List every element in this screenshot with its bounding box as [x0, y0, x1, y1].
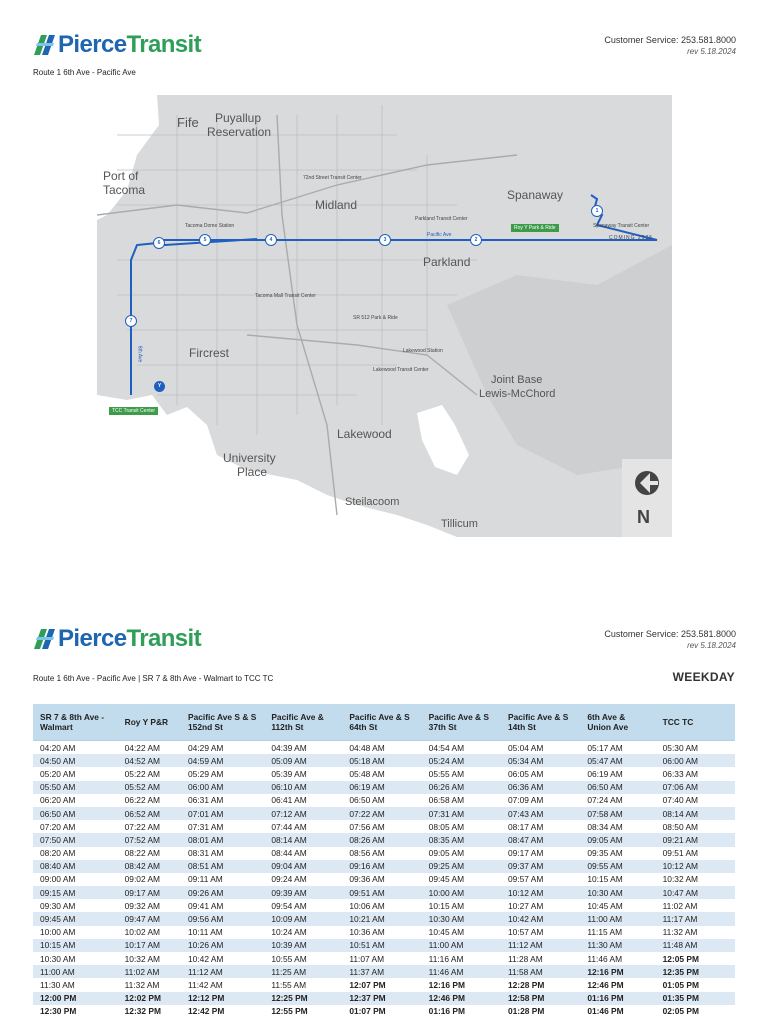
schedule-time-cell: 10:09 AM — [264, 912, 342, 925]
route-map — [97, 95, 672, 537]
schedule-time-cell: 10:12 AM — [501, 886, 580, 899]
schedule-time-cell: 11:16 AM — [428, 953, 464, 964]
schedule-time-cell: 08:26 AM — [342, 833, 421, 846]
schedule-time-cell: 02:05 PM — [662, 1006, 699, 1017]
schedule-time-cell: 06:20 AM — [40, 795, 76, 806]
map-label-fircrest: Fircrest — [189, 346, 229, 360]
table-row — [33, 899, 735, 912]
schedule-time-cell: 11:00 AM — [422, 939, 501, 952]
schedule-time-cell: 11:15 AM — [587, 927, 623, 938]
table-row — [33, 767, 735, 780]
schedule-time-cell: 11:07 AM — [349, 953, 385, 964]
schedule-time-cell: 09:32 AM — [124, 900, 161, 911]
schedule-time-cell: 11:46 AM — [587, 953, 623, 964]
schedule-time-cell: 06:33 AM — [662, 768, 699, 779]
schedule-time-cell: 09:17 AM — [507, 848, 544, 859]
schedule-time-cell: 08:51 AM — [181, 860, 264, 873]
puget-sound-water — [97, 395, 457, 537]
schedule-time-cell: 10:27 AM — [507, 900, 544, 911]
schedule-route-title: Route 1 6th Ave - Pacific Ave | SR 7 & 8th Ave - Walmart to TCC TC — [33, 674, 274, 683]
schedule-column-header: Roy Y P&R — [118, 704, 181, 741]
schedule-time-cell: 04:50 AM — [33, 754, 118, 767]
map-label-university: University — [223, 451, 276, 465]
map-center-roy-y: Roy Y Park & Ride — [511, 224, 559, 232]
schedule-time-cell: 06:10 AM — [264, 781, 342, 794]
schedule-time-cell: 07:31 AM — [188, 821, 224, 832]
table-row — [33, 952, 735, 965]
schedule-time-cell: 06:22 AM — [124, 795, 161, 806]
schedule-time-cell: 05:30 AM — [662, 742, 699, 753]
schedule-time-cell: 07:56 AM — [349, 821, 385, 832]
map-street-6th-ave: 6th Ave — [136, 345, 143, 363]
schedule-time-cell: 07:58 AM — [580, 807, 655, 820]
schedule-time-cell: 07:01 AM — [181, 807, 264, 820]
schedule-time-cell: 12:46 PM — [587, 979, 624, 990]
timepoint-y: Y — [154, 381, 165, 392]
schedule-time-cell: 06:52 AM — [118, 807, 181, 820]
table-row — [33, 781, 735, 794]
schedule-time-cell: 01:16 PM — [580, 992, 655, 1005]
schedule-column-header: 6th Ave & Union Ave — [580, 704, 655, 741]
schedule-time-cell: 11:37 AM — [342, 965, 421, 978]
schedule-time-cell: 08:42 AM — [118, 860, 181, 873]
north-compass — [622, 459, 672, 537]
schedule-time-cell: 09:24 AM — [271, 874, 307, 885]
map-label-lakewood: Lakewood — [337, 427, 392, 441]
road-grid — [117, 105, 477, 435]
schedule-time-cell: 12:16 PM — [428, 979, 465, 990]
customer-service-phone: Customer Service: 253.581.8000 — [604, 629, 736, 639]
schedule-time-cell: 08:56 AM — [349, 848, 385, 859]
timepoint-2: 2 — [470, 234, 482, 246]
day-type-label: WEEKDAY — [672, 670, 735, 684]
pierce-transit-logo — [32, 33, 201, 57]
timepoint-5: 5 — [199, 234, 211, 246]
schedule-time-cell: 10:21 AM — [342, 912, 421, 925]
map-center-tacoma-dome: Tacoma Dome Station — [185, 223, 235, 229]
schedule-header-row — [33, 704, 735, 741]
schedule-time-cell: 08:05 AM — [428, 821, 465, 832]
schedule-column-header: Pacific Ave & 112th St — [264, 704, 342, 741]
schedule-column-header: TCC TC — [656, 704, 735, 741]
schedule-time-cell: 09:17 AM — [118, 886, 181, 899]
schedule-time-cell: 04:22 AM — [124, 742, 161, 753]
pierce-transit-logo-icon — [32, 627, 56, 651]
schedule-time-cell: 08:34 AM — [587, 821, 623, 832]
schedule-time-cell: 08:47 AM — [501, 833, 580, 846]
schedule-time-cell: 05:04 AM — [507, 742, 544, 753]
schedule-time-cell: 09:15 AM — [33, 886, 118, 899]
table-row — [33, 860, 735, 873]
american-lake-water — [417, 405, 469, 475]
schedule-time-cell: 09:05 AM — [580, 833, 655, 846]
schedule-time-cell: 11:28 AM — [507, 953, 543, 964]
map-label-fife: Fife — [177, 115, 199, 130]
schedule-time-cell: 10:24 AM — [271, 927, 307, 938]
schedule-time-cell: 05:55 AM — [428, 768, 465, 779]
schedule-time-cell: 06:19 AM — [342, 781, 421, 794]
map-label-parkland: Parkland — [423, 255, 471, 269]
schedule-time-cell: 01:07 PM — [349, 1006, 386, 1017]
schedule-time-cell: 05:18 AM — [342, 754, 421, 767]
route-title: Route 1 6th Ave - Pacific Ave — [33, 68, 136, 77]
revision-date: rev 5.18.2024 — [687, 641, 736, 650]
table-row — [33, 965, 735, 978]
schedule-time-cell: 04:29 AM — [188, 742, 224, 753]
schedule-time-cell: 04:39 AM — [271, 742, 307, 753]
schedule-time-cell: 11:58 AM — [501, 965, 580, 978]
schedule-time-cell: 10:45 AM — [587, 900, 623, 911]
schedule-time-cell: 07:20 AM — [40, 821, 76, 832]
schedule-time-cell: 09:00 AM — [40, 874, 76, 885]
schedule-time-cell: 11:46 AM — [422, 965, 501, 978]
schedule-time-cell: 09:35 AM — [587, 848, 623, 859]
schedule-time-cell: 09:57 AM — [507, 874, 544, 885]
schedule-time-cell: 12:55 PM — [271, 1006, 308, 1017]
schedule-time-cell: 05:20 AM — [40, 768, 76, 779]
schedule-time-cell: 06:36 AM — [501, 781, 580, 794]
schedule-time-cell: 09:39 AM — [264, 886, 342, 899]
schedule-time-cell: 06:50 AM — [580, 781, 655, 794]
map-center-spanaway: Spanaway Transit Center — [593, 223, 650, 229]
timepoint-4: 4 — [265, 234, 277, 246]
schedule-time-cell: 11:30 AM — [580, 939, 655, 952]
schedule-time-cell: 08:44 AM — [271, 848, 307, 859]
schedule-time-cell: 10:12 AM — [656, 860, 735, 873]
schedule-time-cell: 10:47 AM — [656, 886, 735, 899]
schedule-time-cell: 04:52 AM — [118, 754, 181, 767]
schedule-time-cell: 08:31 AM — [188, 848, 224, 859]
table-row — [33, 820, 735, 833]
north-letter: N — [637, 507, 650, 527]
table-row — [33, 926, 735, 939]
map-center-lakewood-tc: Lakewood Transit Center — [373, 367, 429, 373]
schedule-time-cell: 10:11 AM — [188, 927, 223, 938]
schedule-time-cell: 07:09 AM — [507, 795, 544, 806]
map-label-midland: Midland — [315, 198, 358, 212]
revision-date: rev 5.18.2024 — [687, 47, 736, 56]
map-center-sr512: SR 512 Park & Ride — [353, 315, 398, 321]
schedule-time-cell: 10:15 AM — [587, 874, 623, 885]
schedule-time-cell: 10:06 AM — [349, 900, 385, 911]
schedule-time-cell: 11:12 AM — [501, 939, 580, 952]
schedule-time-cell: 12:35 PM — [656, 965, 735, 978]
timepoint-6: 6 — [153, 237, 165, 249]
schedule-table — [33, 704, 735, 1018]
map-center-parkland: Parkland Transit Center — [415, 216, 468, 222]
schedule-time-cell: 11:48 AM — [656, 939, 735, 952]
schedule-time-cell: 05:52 AM — [118, 781, 181, 794]
commencement-bay-water — [97, 95, 159, 220]
schedule-time-cell: 10:15 AM — [428, 900, 465, 911]
schedule-time-cell: 09:30 AM — [40, 900, 76, 911]
schedule-time-cell: 06:58 AM — [428, 795, 465, 806]
schedule-time-cell: 07:43 AM — [501, 807, 580, 820]
schedule-time-cell: 10:30 AM — [40, 953, 76, 964]
schedule-time-cell: 06:19 AM — [587, 768, 623, 779]
schedule-time-cell: 12:16 PM — [580, 965, 655, 978]
schedule-time-cell: 08:22 AM — [124, 848, 161, 859]
schedule-time-cell: 12:30 PM — [40, 1006, 77, 1017]
schedule-time-cell: 04:59 AM — [181, 754, 264, 767]
schedule-time-cell: 10:55 AM — [271, 953, 307, 964]
schedule-time-cell: 05:09 AM — [264, 754, 342, 767]
map-label-puyallup: Puyallup — [215, 111, 262, 125]
schedule-time-cell: 06:05 AM — [507, 768, 544, 779]
timepoint-1: 1 — [591, 205, 603, 217]
schedule-time-cell: 12:02 PM — [118, 992, 181, 1005]
table-row — [33, 886, 735, 899]
north-arrow-icon — [622, 459, 672, 509]
schedule-time-cell: 08:17 AM — [507, 821, 544, 832]
schedule-time-cell: 12:37 PM — [342, 992, 421, 1005]
schedule-time-cell: 09:21 AM — [656, 833, 735, 846]
schedule-time-cell: 05:50 AM — [33, 781, 118, 794]
schedule-time-cell: 01:05 PM — [662, 979, 699, 990]
map-label-tacoma: Tacoma — [103, 183, 146, 197]
schedule-time-cell: 05:47 AM — [580, 754, 655, 767]
schedule-time-cell: 05:29 AM — [188, 768, 224, 779]
schedule-time-cell: 10:26 AM — [181, 939, 264, 952]
table-row — [33, 939, 735, 952]
map-label-lewis-mcchord: Lewis-McChord — [479, 388, 556, 400]
schedule-time-cell: 10:42 AM — [188, 953, 224, 964]
pierce-transit-logo-icon — [32, 33, 56, 57]
map-label-port: Port of — [103, 169, 139, 183]
schedule-time-cell: 11:25 AM — [264, 965, 342, 978]
schedule-time-cell: 12:12 PM — [181, 992, 264, 1005]
pierce-transit-logo-page2 — [32, 627, 201, 651]
map-label-tillicum: Tillicum — [441, 518, 478, 530]
customer-service-info — [604, 35, 736, 57]
table-row — [33, 754, 735, 767]
schedule-time-cell: 06:00 AM — [181, 781, 264, 794]
schedule-time-cell: 10:02 AM — [124, 927, 161, 938]
schedule-time-cell: 09:11 AM — [188, 874, 223, 885]
schedule-time-cell: 09:41 AM — [188, 900, 224, 911]
schedule-time-cell: 08:50 AM — [662, 821, 699, 832]
table-row — [33, 847, 735, 860]
schedule-time-cell: 09:56 AM — [181, 912, 264, 925]
schedule-time-cell: 06:50 AM — [33, 807, 118, 820]
table-row — [33, 741, 735, 755]
schedule-time-cell: 04:48 AM — [349, 742, 385, 753]
map-center-72nd: 72nd Street Transit Center — [303, 175, 362, 181]
schedule-time-cell: 10:00 AM — [40, 927, 76, 938]
schedule-time-cell: 07:52 AM — [118, 833, 181, 846]
schedule-time-cell: 05:24 AM — [422, 754, 501, 767]
schedule-time-cell: 06:31 AM — [188, 795, 224, 806]
schedule-time-cell: 09:45 AM — [33, 912, 118, 925]
schedule-time-cell: 11:00 AM — [33, 965, 118, 978]
schedule-time-cell: 11:02 AM — [118, 965, 181, 978]
timepoint-7: 7 — [125, 315, 137, 327]
schedule-time-cell: 05:34 AM — [501, 754, 580, 767]
schedule-column-header: Pacific Ave & S 14th St — [501, 704, 580, 741]
map-center-coming: COMING 2025 — [609, 235, 654, 241]
schedule-time-cell: 09:45 AM — [428, 874, 465, 885]
schedule-time-cell: 10:51 AM — [342, 939, 421, 952]
table-row — [33, 807, 735, 820]
schedule-time-cell: 05:22 AM — [124, 768, 161, 779]
timepoint-3: 3 — [379, 234, 391, 246]
schedule-time-cell: 07:40 AM — [662, 795, 699, 806]
map-label-joint-base: Joint Base — [491, 374, 543, 386]
table-row — [33, 833, 735, 846]
map-label-reservation: Reservation — [207, 125, 272, 139]
schedule-time-cell: 11:42 AM — [188, 979, 223, 990]
schedule-column-header: Pacific Ave & S 64th St — [342, 704, 421, 741]
schedule-time-cell: 08:14 AM — [264, 833, 342, 846]
schedule-time-cell: 08:40 AM — [33, 860, 118, 873]
schedule-column-header: Pacific Ave S & S 152nd St — [181, 704, 264, 741]
schedule-time-cell: 10:00 AM — [422, 886, 501, 899]
schedule-time-cell: 10:39 AM — [264, 939, 342, 952]
schedule-column-header: SR 7 & 8th Ave - Walmart — [33, 704, 118, 741]
table-row — [33, 1005, 735, 1018]
schedule-time-cell: 10:32 AM — [662, 874, 699, 885]
schedule-time-cell: 12:05 PM — [662, 953, 699, 964]
schedule-time-cell: 10:17 AM — [118, 939, 181, 952]
schedule-time-cell: 11:30 AM — [40, 979, 75, 990]
schedule-time-cell: 01:35 PM — [656, 992, 735, 1005]
schedule-time-cell: 07:44 AM — [271, 821, 307, 832]
schedule-time-cell: 11:12 AM — [181, 965, 264, 978]
schedule-time-cell: 12:07 PM — [349, 979, 386, 990]
schedule-time-cell: 08:14 AM — [656, 807, 735, 820]
jblm-area — [447, 245, 672, 475]
schedule-time-cell: 09:54 AM — [271, 900, 307, 911]
schedule-time-cell: 09:36 AM — [349, 874, 385, 885]
schedule-time-cell: 08:35 AM — [422, 833, 501, 846]
schedule-time-cell: 08:01 AM — [181, 833, 264, 846]
schedule-time-cell: 09:02 AM — [124, 874, 161, 885]
schedule-time-cell: 07:12 AM — [264, 807, 342, 820]
schedule-time-cell: 09:04 AM — [264, 860, 342, 873]
schedule-time-cell: 09:37 AM — [501, 860, 580, 873]
schedule-time-cell: 05:48 AM — [349, 768, 385, 779]
schedule-time-cell: 06:26 AM — [422, 781, 501, 794]
schedule-time-cell: 09:55 AM — [580, 860, 655, 873]
schedule-time-cell: 10:30 AM — [422, 912, 501, 925]
schedule-time-cell: 11:55 AM — [271, 979, 307, 990]
schedule-time-cell: 09:25 AM — [422, 860, 501, 873]
schedule-time-cell: 05:39 AM — [271, 768, 307, 779]
schedule-time-cell: 12:32 PM — [124, 1006, 161, 1017]
schedule-time-cell: 10:57 AM — [507, 927, 544, 938]
schedule-time-cell: 12:42 PM — [188, 1006, 225, 1017]
schedule-time-cell: 07:22 AM — [342, 807, 421, 820]
schedule-time-cell: 11:02 AM — [662, 900, 698, 911]
schedule-time-cell: 09:47 AM — [118, 912, 181, 925]
schedule-time-cell: 10:42 AM — [501, 912, 580, 925]
pierce-transit-wordmark: PierceTransit — [58, 625, 201, 652]
schedule-time-cell: 01:46 PM — [587, 1006, 624, 1017]
schedule-body — [33, 741, 735, 1018]
schedule-time-cell: 06:41 AM — [271, 795, 307, 806]
schedule-time-cell: 01:28 PM — [507, 1006, 545, 1017]
schedule-time-cell: 07:50 AM — [33, 833, 118, 846]
schedule-time-cell: 12:58 PM — [501, 992, 580, 1005]
schedule-time-cell: 07:22 AM — [124, 821, 161, 832]
schedule-time-cell: 07:24 AM — [587, 795, 623, 806]
map-street-pacific-ave: Pacific Ave — [427, 232, 452, 238]
schedule-time-cell: 07:31 AM — [422, 807, 501, 820]
customer-service-info-page2 — [604, 629, 736, 651]
schedule-time-cell: 04:20 AM — [40, 742, 76, 753]
schedule-time-cell: 10:15 AM — [33, 939, 118, 952]
table-row — [33, 992, 735, 1005]
schedule-time-cell: 11:32 AM — [124, 979, 160, 990]
schedule-time-cell: 12:25 PM — [264, 992, 342, 1005]
schedule-time-cell: 10:36 AM — [349, 927, 385, 938]
schedule-time-cell: 09:51 AM — [662, 848, 699, 859]
schedule-time-cell: 04:54 AM — [428, 742, 465, 753]
schedule-time-cell: 09:51 AM — [342, 886, 421, 899]
schedule-time-cell: 09:05 AM — [428, 848, 465, 859]
schedule-time-cell: 06:50 AM — [349, 795, 385, 806]
schedule-column-header: Pacific Ave & S 37th St — [422, 704, 501, 741]
schedule-time-cell: 10:45 AM — [428, 927, 465, 938]
map-center-tacoma-mall: Tacoma Mall Transit Center — [255, 293, 316, 299]
schedule-time-cell: 08:20 AM — [40, 848, 76, 859]
schedule-time-cell: 05:17 AM — [587, 742, 623, 753]
schedule-time-cell: 06:00 AM — [656, 754, 735, 767]
schedule-time-cell: 11:00 AM — [580, 912, 655, 925]
table-row — [33, 873, 735, 886]
pierce-transit-wordmark: PierceTransit — [58, 31, 201, 58]
schedule-time-cell: 11:32 AM — [662, 927, 698, 938]
map-label-steilacoom: Steilacoom — [345, 496, 400, 508]
map-center-lakewood-station: Lakewood Station — [403, 348, 443, 354]
schedule-time-cell: 10:30 AM — [580, 886, 655, 899]
table-row — [33, 978, 735, 991]
customer-service-phone: Customer Service: 253.581.8000 — [604, 35, 736, 45]
schedule-time-cell: 07:06 AM — [656, 781, 735, 794]
schedule-time-cell: 01:16 PM — [428, 1006, 465, 1017]
schedule-time-cell: 10:32 AM — [124, 953, 161, 964]
schedule-time-cell: 09:26 AM — [181, 886, 264, 899]
schedule-time-cell: 12:46 PM — [422, 992, 501, 1005]
schedule-time-cell: 09:16 AM — [342, 860, 421, 873]
schedule-time-cell: 11:17 AM — [656, 912, 735, 925]
table-row — [33, 794, 735, 807]
schedule-time-cell: 12:28 PM — [507, 979, 545, 990]
schedule-time-cell: 12:00 PM — [33, 992, 118, 1005]
table-row — [33, 912, 735, 925]
map-label-spanaway: Spanaway — [507, 188, 564, 202]
map-center-tcc: TCC Transit Center — [109, 407, 158, 415]
map-label-place: Place — [237, 465, 268, 479]
